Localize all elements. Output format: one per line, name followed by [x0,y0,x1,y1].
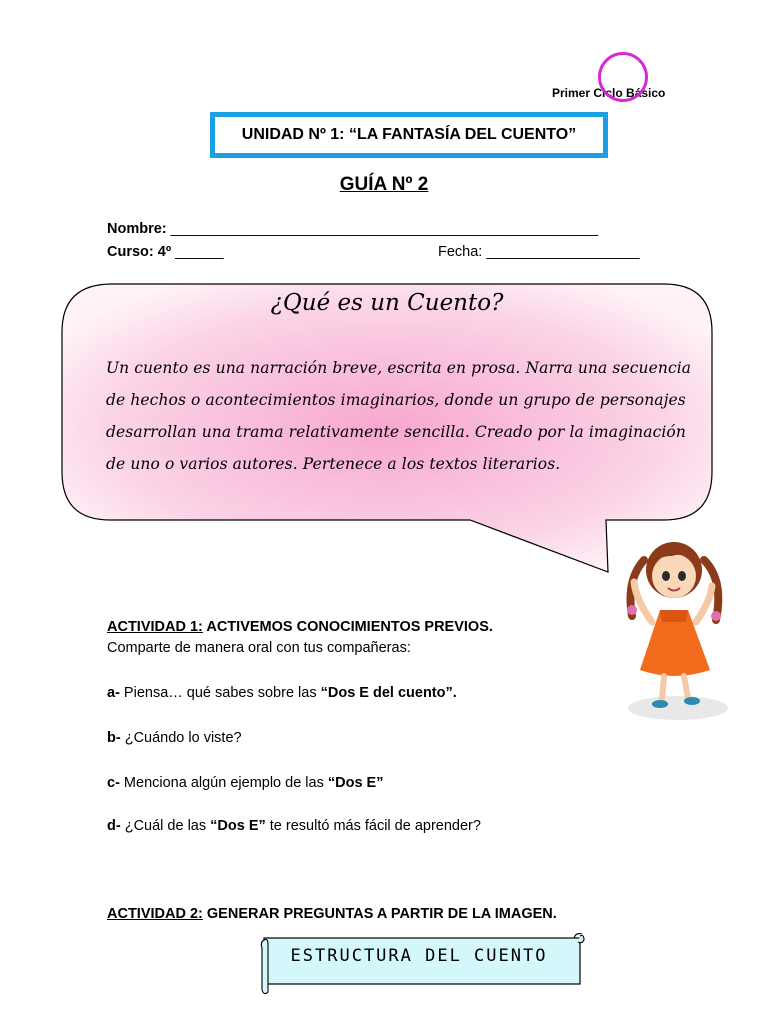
question-d-text-start: ¿Cuál de las [120,818,211,834]
question-a-text: Piensa… qué sabes sobre las [119,685,321,701]
bubble-title: ¿Qué es un Cuento? [270,290,504,316]
question-c-emphasis: “Dos E” [327,775,384,791]
question-b-prefix: b- [107,730,121,746]
question-d-emphasis: “Dos E” [210,818,266,834]
question-b-text: ¿Cuándo lo viste? [120,730,242,746]
name-line: _____________________________________________________ [166,221,599,237]
question-d-prefix: d- [107,818,121,834]
question-c-text: Menciona algún ejemplo de las [119,775,328,791]
activity-1-title [107,619,493,635]
activity-2-title [107,906,557,922]
activity-1-heading: ACTIVEMOS CONOCIMIENTOS PREVIOS. [202,619,493,635]
name-label: Nombre: [107,221,167,237]
activity-2-heading: GENERAR PREGUNTAS A PARTIR DE LA IMAGEN. [202,906,557,922]
activity-1-intro: Comparte de manera oral con tus compañeras: [107,640,411,656]
question-d-text-end: te resultó más fácil de aprender? [265,818,481,834]
question-c [107,775,383,791]
activity-1-label: ACTIVIDAD 1: [107,619,203,635]
question-a [107,685,457,701]
unit-title: UNIDAD Nº 1: “LA FANTASÍA DEL CUENTO” [241,126,577,143]
guide-title: GUÍA Nº 2 [339,174,429,195]
activity-2-label: ACTIVIDAD 2: [107,906,203,922]
question-a-prefix: a- [107,685,120,701]
question-d [107,818,481,834]
course-label: Curso: 4º [107,244,172,260]
bubble-text: Un cuento es una narración breve, escrita en prosa. Narra una secuencia de hechos o acontecimientos imaginarios, donde un grupo de personajes desarrollan una trama relativamente sencilla. Creado por la imaginación de uno o varios autores. Pertenece a los textos literarios. [106,359,692,473]
date-label: Fecha: [438,244,483,260]
cartoon-girl-icon [612,530,736,726]
grade-label: Primer Ciclo Básico [552,86,666,100]
scroll-banner-text: ESTRUCTURA DEL CUENTO [290,946,548,966]
course-line: ______ [171,244,224,260]
question-c-prefix: c- [107,775,120,791]
question-b [107,730,242,746]
date-line: ___________________ [482,244,640,260]
question-a-emphasis: “Dos E del cuento”. [320,685,457,701]
